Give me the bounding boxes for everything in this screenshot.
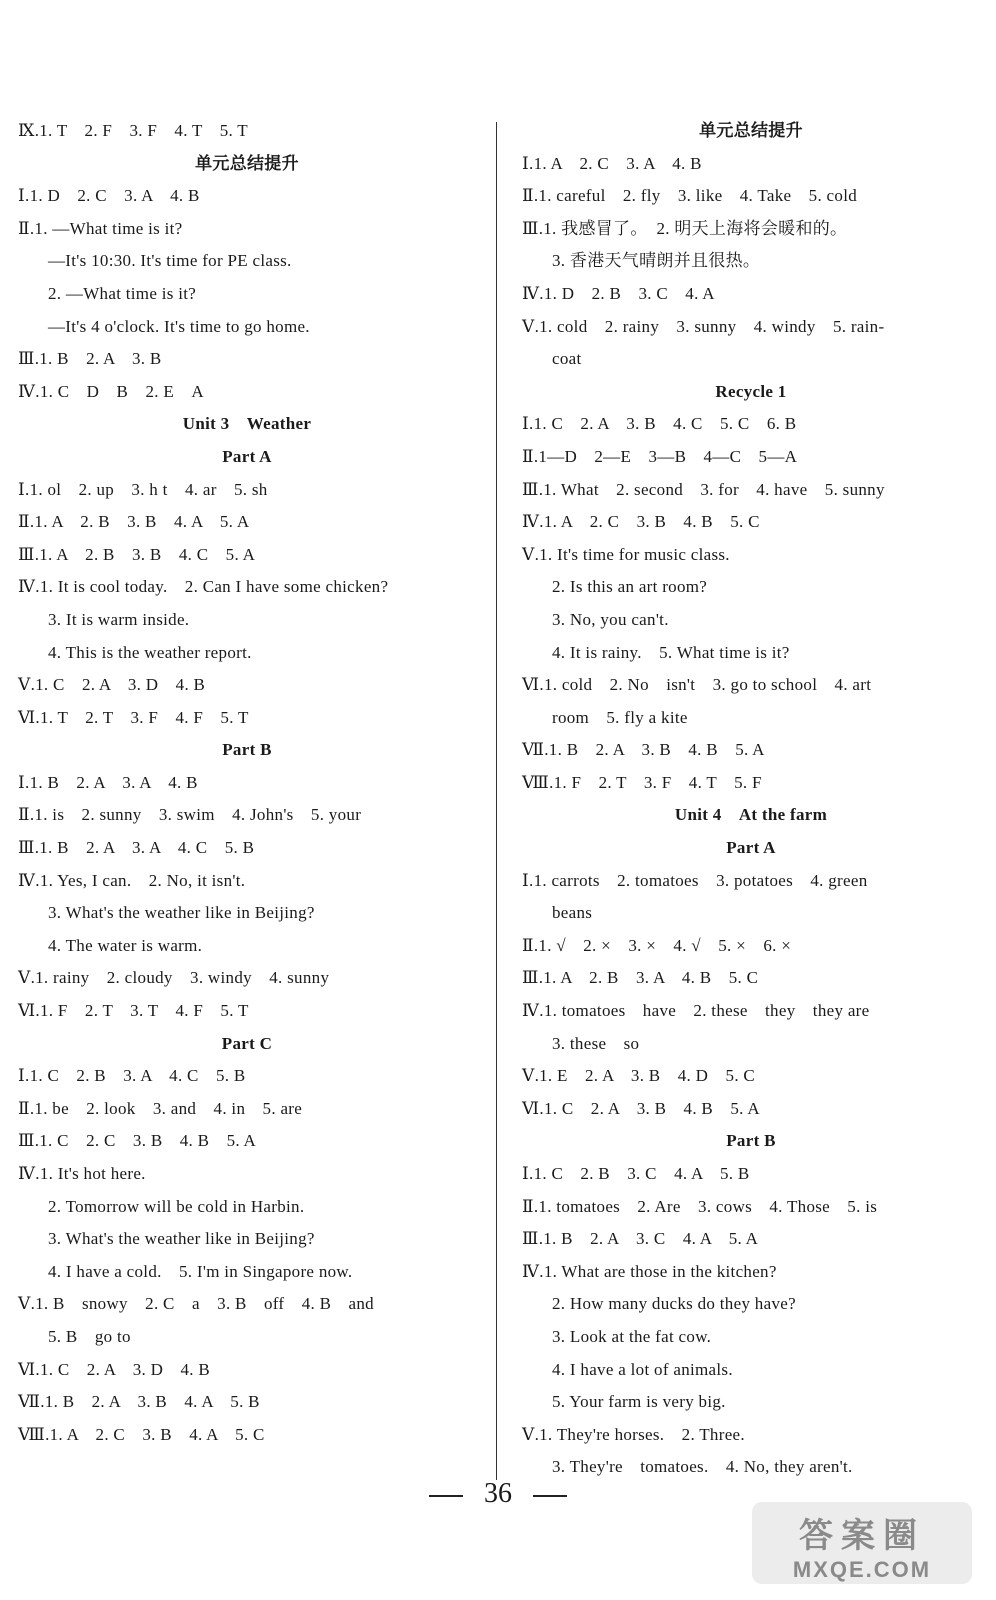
answer-line: 4. The water is warm. bbox=[48, 935, 203, 955]
answer-line: Ⅰ.1. C 2. B 3. A 4. C 5. B bbox=[18, 1066, 246, 1086]
answer-line: Ⅴ.1. B snowy 2. C a 3. B off 4. B and bbox=[18, 1294, 374, 1314]
answer-line: Ⅰ.1. C 2. B 3. C 4. A 5. B bbox=[522, 1164, 750, 1183]
section-heading: Unit 3 Weather bbox=[182, 414, 312, 434]
answer-line: Ⅳ.1. A 2. C 3. B 4. B 5. C bbox=[522, 512, 760, 532]
answer-line: Ⅰ.1. carrots 2. tomatoes 3. potatoes 4. green bbox=[522, 870, 868, 890]
answer-line: Ⅳ.1. It's hot here. bbox=[18, 1164, 146, 1183]
left-answer-column bbox=[18, 115, 476, 1451]
answer-line: Ⅵ.1. cold 2. No isn't 3. go to school 4. art bbox=[522, 675, 872, 695]
answer-line: 2. How many ducks do they have? bbox=[552, 1294, 796, 1314]
answer-line: Ⅶ.1. B 2. A 3. B 4. B 5. A bbox=[522, 740, 765, 760]
answer-line: 4. I have a cold. 5. I'm in Singapore now. bbox=[48, 1261, 353, 1281]
column-divider bbox=[496, 122, 497, 1480]
watermark-title: 答案圈 bbox=[799, 1517, 925, 1555]
answer-line: coat bbox=[552, 349, 582, 369]
answer-line: Ⅱ.1. is 2. sunny 3. swim 4. John's 5. your bbox=[18, 805, 362, 825]
answer-line: Ⅳ.1. It is cool today. 2. Can I have some chicken? bbox=[18, 577, 389, 597]
page-number: 36 bbox=[484, 1478, 512, 1509]
watermark-logo bbox=[752, 1502, 972, 1584]
answer-line: Ⅰ.1. C 2. A 3. B 4. C 5. C 6. B bbox=[522, 414, 797, 434]
answer-line: Ⅰ.1. D 2. C 3. A 4. B bbox=[18, 186, 200, 206]
answer-line: 3. Look at the fat cow. bbox=[552, 1326, 712, 1346]
answer-line: Ⅴ.1. C 2. A 3. D 4. B bbox=[18, 675, 206, 695]
section-heading: Part A bbox=[222, 446, 272, 466]
footer-dash-right bbox=[533, 1495, 567, 1497]
answer-line: Ⅱ.1. —What time is it? bbox=[18, 218, 183, 238]
answer-line: Ⅳ.1. C D B 2. E A bbox=[18, 381, 204, 401]
answer-line: 4. This is the weather report. bbox=[48, 642, 252, 662]
answer-line: —It's 10:30. It's time for PE class. bbox=[48, 251, 292, 271]
section-heading: Part C bbox=[221, 1033, 273, 1053]
answer-line: Ⅲ.1. B 2. A 3. B bbox=[18, 349, 162, 369]
answer-line: Ⅲ.1. A 2. B 3. B 4. C 5. A bbox=[18, 544, 256, 564]
answer-line: 3. What's the weather like in Beijing? bbox=[48, 903, 315, 923]
answer-line: Ⅴ.1. It's time for music class. bbox=[522, 544, 730, 564]
section-heading: 单元总结提升 bbox=[195, 153, 299, 173]
answer-line: Ⅲ.1. C 2. C 3. B 4. B 5. A bbox=[18, 1131, 257, 1151]
answer-line: 2. Tomorrow will be cold in Harbin. bbox=[48, 1196, 305, 1216]
answer-line: Ⅰ.1. ol 2. up 3. h t 4. ar 5. sh bbox=[18, 479, 268, 499]
footer-dash-left bbox=[429, 1495, 463, 1497]
section-heading: 单元总结提升 bbox=[699, 121, 803, 140]
answer-line: Ⅱ.1. √ 2. × 3. × 4. √ 5. × 6. × bbox=[522, 935, 792, 955]
answer-line: Ⅳ.1. What are those in the kitchen? bbox=[522, 1261, 777, 1281]
answer-line: Ⅲ.1. B 2. A 3. A 4. C 5. B bbox=[18, 838, 255, 858]
answer-line: 3. 香港天气晴朗并且很热。 bbox=[552, 251, 761, 271]
answer-line: Ⅳ.1. tomatoes have 2. these they they are bbox=[522, 1001, 870, 1021]
answer-line: 3. these so bbox=[552, 1033, 640, 1053]
answer-line: Ⅱ.1. tomatoes 2. Are 3. cows 4. Those 5. is bbox=[522, 1196, 878, 1216]
answer-line: Ⅴ.1. E 2. A 3. B 4. D 5. C bbox=[522, 1066, 756, 1086]
answer-line: 3. They're tomatoes. 4. No, they aren't. bbox=[552, 1457, 853, 1477]
section-heading: Unit 4 At the farm bbox=[674, 805, 828, 825]
answer-line: Ⅱ.1. A 2. B 3. B 4. A 5. A bbox=[18, 512, 250, 532]
answer-line: 5. Your farm is very big. bbox=[552, 1392, 726, 1412]
answer-line: Ⅰ.1. B 2. A 3. A 4. B bbox=[18, 772, 198, 792]
answer-line: Ⅲ.1. What 2. second 3. for 4. have 5. sunny bbox=[522, 479, 885, 499]
answer-line: Ⅲ.1. A 2. B 3. A 4. B 5. C bbox=[522, 968, 759, 988]
answer-line: Ⅳ.1. Yes, I can. 2. No, it isn't. bbox=[18, 870, 246, 890]
answer-line: Ⅵ.1. C 2. A 3. B 4. B 5. A bbox=[522, 1098, 760, 1118]
watermark-url: MXQE.COM bbox=[792, 1557, 932, 1582]
answer-line: beans bbox=[552, 903, 593, 923]
answer-line: 2. —What time is it? bbox=[48, 283, 197, 303]
answer-line: Ⅴ.1. They're horses. 2. Three. bbox=[522, 1424, 745, 1444]
answer-line: 2. Is this an art room? bbox=[552, 577, 708, 597]
answer-line: Ⅶ.1. B 2. A 3. B 4. A 5. B bbox=[18, 1392, 260, 1412]
answer-line: room 5. fly a kite bbox=[552, 707, 688, 727]
answer-line: Ⅵ.1. C 2. A 3. D 4. B bbox=[18, 1359, 211, 1379]
answer-line: Ⅴ.1. cold 2. rainy 3. sunny 4. windy 5. rain- bbox=[522, 316, 885, 336]
answer-line: Ⅲ.1. B 2. A 3. C 4. A 5. A bbox=[522, 1229, 759, 1249]
answer-line: 5. B go to bbox=[48, 1326, 131, 1346]
answer-line: 3. What's the weather like in Beijing? bbox=[48, 1229, 315, 1249]
answer-line: 3. No, you can't. bbox=[552, 609, 669, 629]
answer-line: Ⅷ.1. F 2. T 3. F 4. T 5. F bbox=[522, 772, 762, 792]
answer-line: Ⅱ.1. careful 2. fly 3. like 4. Take 5. cold bbox=[522, 186, 858, 206]
answer-line: 4. It is rainy. 5. What time is it? bbox=[552, 642, 790, 662]
section-heading: Part B bbox=[222, 740, 272, 760]
answer-line: Ⅲ.1. 我感冒了。 2. 明天上海将会暖和的。 bbox=[522, 218, 848, 238]
answer-line: 3. It is warm inside. bbox=[48, 609, 190, 629]
answer-line: Ⅴ.1. rainy 2. cloudy 3. windy 4. sunny bbox=[18, 968, 330, 988]
section-heading: Part A bbox=[726, 838, 776, 858]
right-answer-column bbox=[522, 115, 980, 1484]
answer-line: Ⅱ.1. be 2. look 3. and 4. in 5. are bbox=[18, 1098, 303, 1118]
answer-line: Ⅵ.1. T 2. T 3. F 4. F 5. T bbox=[18, 707, 249, 727]
answer-line: Ⅸ.1. T 2. F 3. F 4. T 5. T bbox=[18, 121, 248, 140]
answer-line: Ⅱ.1—D 2—E 3—B 4—C 5—A bbox=[522, 446, 798, 466]
answer-line: Ⅷ.1. A 2. C 3. B 4. A 5. C bbox=[18, 1424, 265, 1444]
answer-line: Ⅰ.1. A 2. C 3. A 4. B bbox=[522, 153, 702, 173]
answer-line: Ⅵ.1. F 2. T 3. T 4. F 5. T bbox=[18, 1001, 249, 1021]
answer-line: —It's 4 o'clock. It's time to go home. bbox=[48, 316, 310, 336]
answer-line: 4. I have a lot of animals. bbox=[552, 1359, 733, 1379]
section-heading: Part B bbox=[726, 1131, 776, 1151]
answer-line: Ⅳ.1. D 2. B 3. C 4. A bbox=[522, 283, 715, 303]
section-heading: Recycle 1 bbox=[715, 381, 787, 401]
